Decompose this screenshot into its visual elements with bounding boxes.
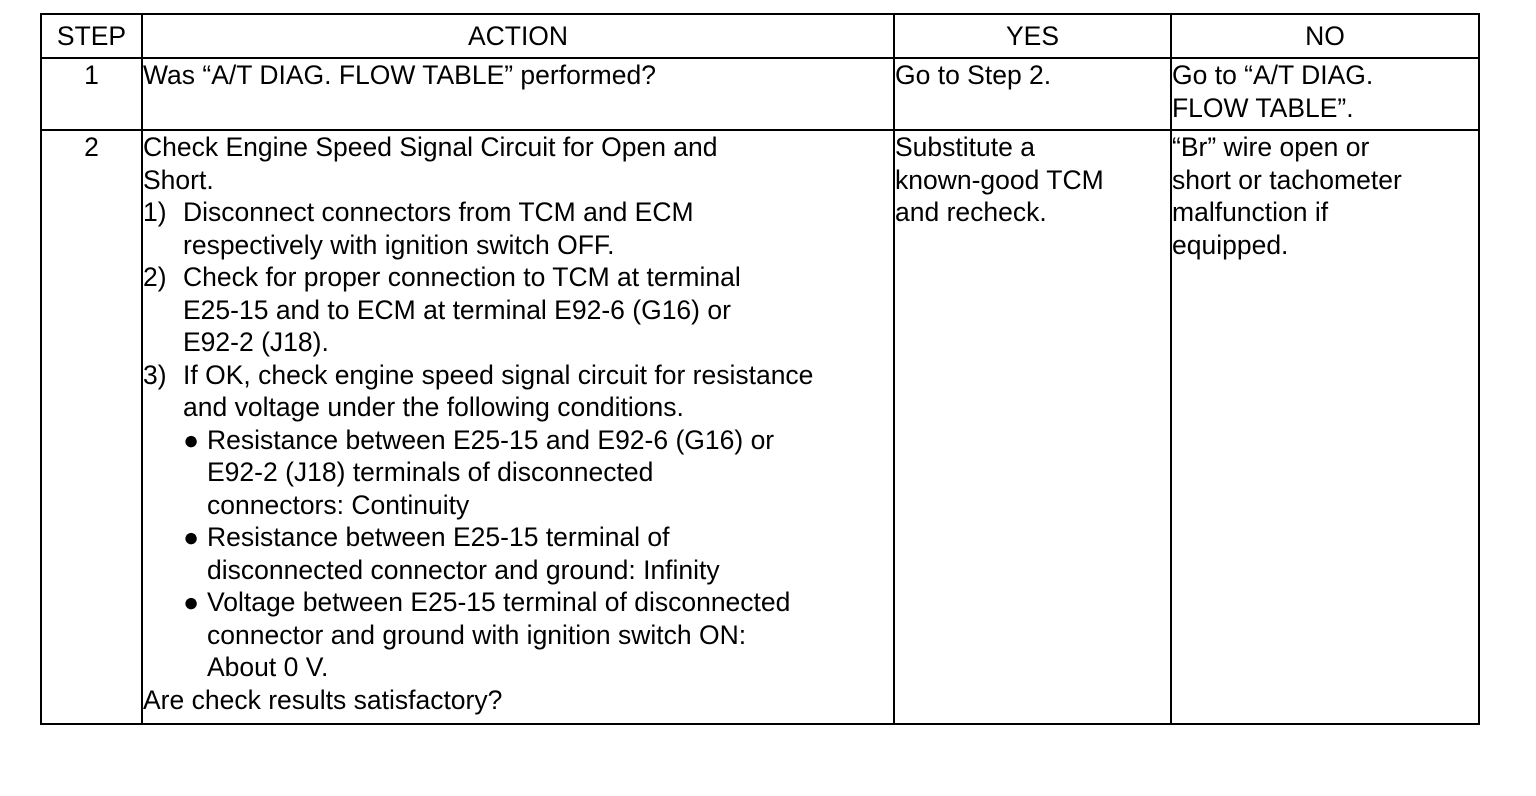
bullet-body bbox=[207, 586, 790, 684]
no-text-line: malfunction if bbox=[1172, 197, 1329, 227]
substep-line: If OK, check engine speed signal circuit for resistance bbox=[183, 359, 814, 390]
bullet-line: disconnected connector and ground: Infinity bbox=[207, 554, 720, 585]
substep-line: Disconnect connectors from TCM and ECM bbox=[183, 197, 694, 227]
substep-number: 1) bbox=[143, 197, 167, 227]
substep-line: E92-2 (J18). bbox=[183, 327, 329, 357]
bullet-line: connectors: Continuity bbox=[207, 489, 470, 520]
header-row bbox=[41, 14, 1479, 58]
bullet-line: Resistance between E25-15 terminal of bbox=[207, 522, 670, 552]
header-action: ACTION bbox=[142, 14, 894, 58]
substep-1 bbox=[143, 196, 893, 261]
no-text-line: FLOW TABLE”. bbox=[1172, 92, 1354, 123]
substep-2 bbox=[143, 261, 893, 359]
bullet-line: E92-2 (J18) terminals of disconnected bbox=[207, 457, 654, 487]
bullet-line: connector and ground with ignition switch ON: bbox=[207, 619, 747, 650]
bullet-line: Voltage between E25-15 terminal of disconnected bbox=[207, 587, 791, 617]
substep-number: 2) bbox=[143, 262, 167, 292]
no-text-line: “Br” wire open or bbox=[1172, 132, 1370, 162]
header-step: STEP bbox=[41, 14, 142, 58]
bullet-line: Resistance between E25-15 and E92-6 (G16) or bbox=[207, 424, 775, 455]
bullet-item bbox=[183, 521, 893, 586]
table-row bbox=[41, 58, 1479, 130]
bullet-body bbox=[207, 424, 774, 522]
substep-body bbox=[183, 196, 893, 261]
step-number: 2 bbox=[41, 130, 142, 724]
substep-line: Check for proper connection to TCM at terminal bbox=[183, 262, 741, 292]
no-cell bbox=[1171, 58, 1479, 130]
table-row bbox=[41, 130, 1479, 724]
bullet-body bbox=[207, 521, 720, 586]
bullet-dot-icon: ● bbox=[183, 522, 200, 552]
yes-text: Go to Step 2. bbox=[895, 60, 1052, 90]
step-number: 1 bbox=[41, 58, 142, 130]
substep-body bbox=[183, 261, 893, 359]
no-text-line: Go to “A/T DIAG. bbox=[1172, 60, 1374, 90]
action-question: Are check results satisfactory? bbox=[143, 684, 503, 715]
yes-text-line: and recheck. bbox=[895, 197, 1047, 227]
action-intro-line: Check Engine Speed Signal Circuit for Open and bbox=[143, 132, 718, 162]
action-cell bbox=[142, 58, 894, 130]
no-text-line: equipped. bbox=[1172, 229, 1289, 260]
substep-line: E25-15 and to ECM at terminal E92-6 (G16) or bbox=[183, 294, 731, 325]
substep-line: and voltage under the following conditions. bbox=[183, 392, 684, 422]
no-cell bbox=[1171, 130, 1479, 724]
bullet-dot-icon: ● bbox=[183, 424, 200, 455]
no-text-line: short or tachometer bbox=[1172, 164, 1402, 195]
bullet-item bbox=[183, 586, 893, 684]
substep-number: 3) bbox=[143, 359, 167, 390]
action-cell bbox=[142, 130, 894, 724]
header-yes: YES bbox=[894, 14, 1171, 58]
yes-text-line: known-good TCM bbox=[895, 164, 1104, 195]
substep-line: respectively with ignition switch OFF. bbox=[183, 229, 615, 260]
diagnostic-table bbox=[40, 13, 1480, 725]
substep-3 bbox=[143, 359, 893, 424]
yes-cell bbox=[894, 58, 1171, 130]
action-text: Was “A/T DIAG. FLOW TABLE” performed? bbox=[143, 60, 656, 90]
action-intro-line: Short. bbox=[143, 164, 214, 195]
bullet-line: About 0 V. bbox=[207, 652, 329, 682]
header-no: NO bbox=[1171, 14, 1479, 58]
yes-text-line: Substitute a bbox=[895, 132, 1035, 162]
substep-body bbox=[183, 359, 893, 424]
yes-cell bbox=[894, 130, 1171, 724]
bullet-item bbox=[183, 424, 893, 522]
bullet-dot-icon: ● bbox=[183, 587, 200, 617]
